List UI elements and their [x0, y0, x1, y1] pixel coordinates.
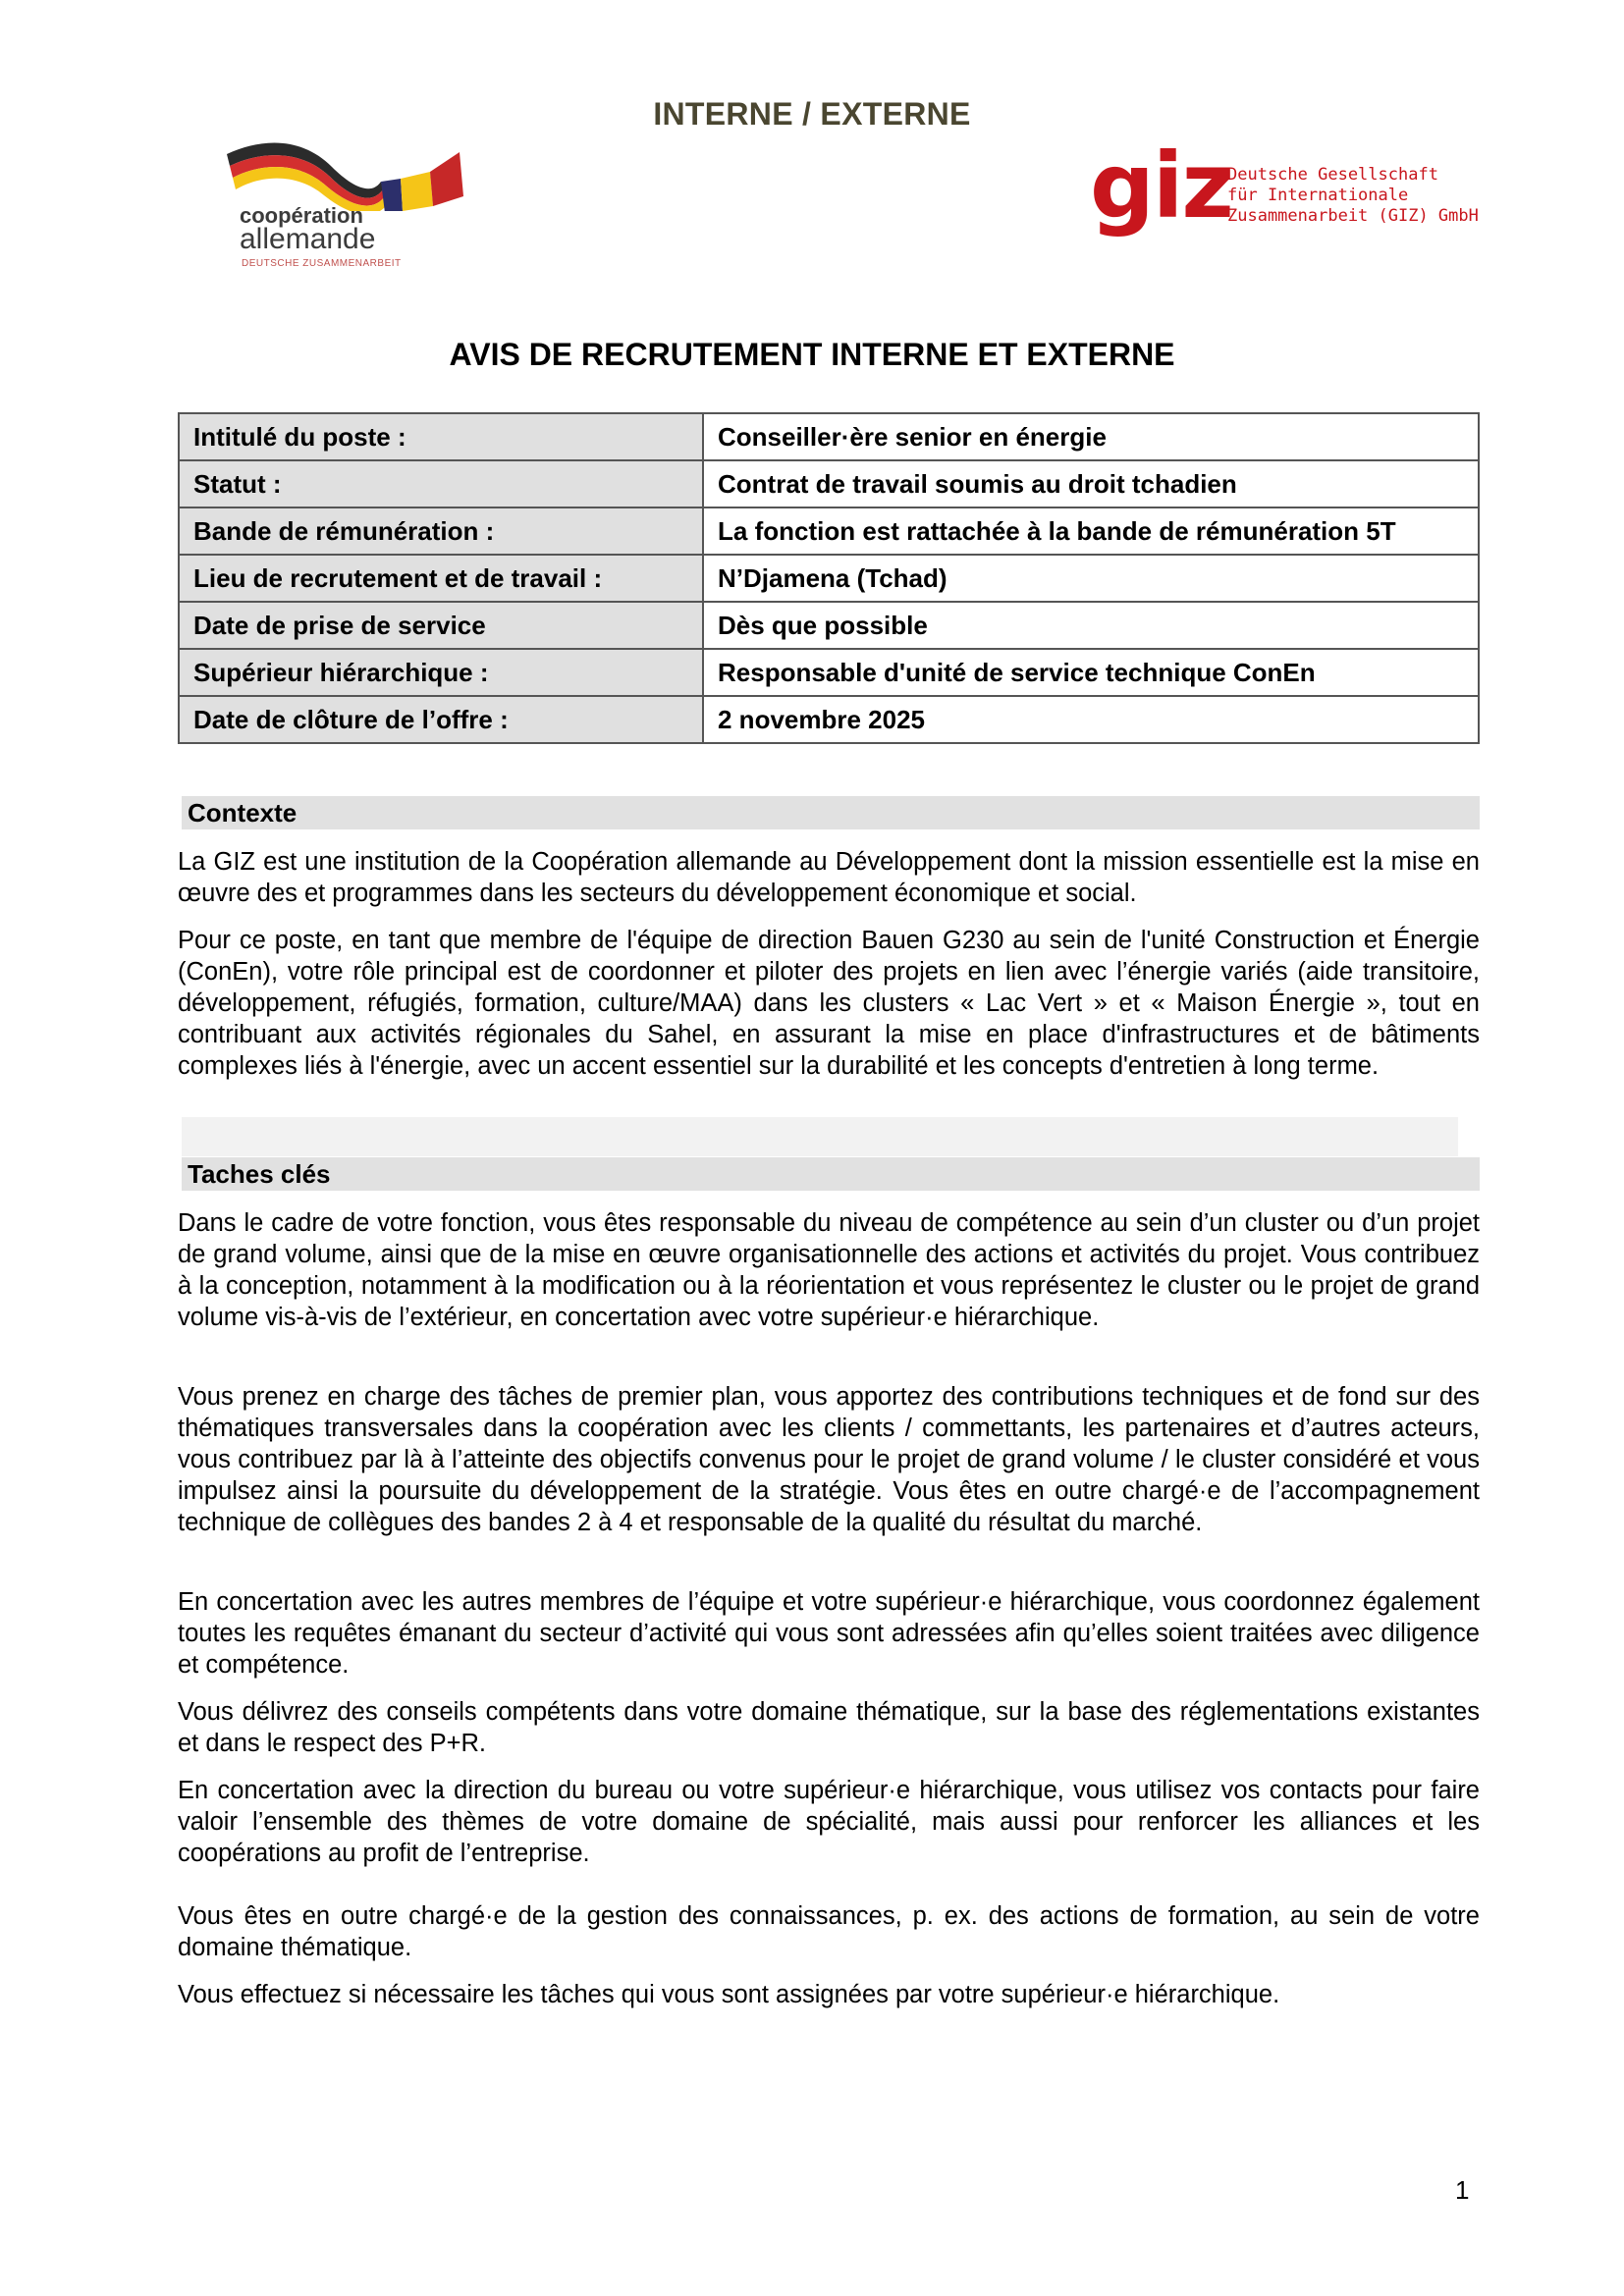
giz-full-name	[1227, 165, 1479, 227]
logo-text-line3: DEUTSCHE ZUSAMMENARBEIT	[242, 258, 402, 269]
paragraph: En concertation avec les autres membres de l’équipe et votre supérieur·e hiérarchique, vous coordonnez également toutes les requêtes émanant du secteur d’activité qui vous sont adressées afin qu’elles soient traitées avec diligence et compétence.	[178, 1588, 1480, 1679]
table-row	[179, 555, 1479, 602]
cooperation-allemande-logo	[224, 133, 469, 280]
row-label: Lieu de recrutement et de travail :	[179, 555, 703, 602]
paragraph: La GIZ est une institution de la Coopération allemande au Développement dont la mission essentielle est la mise en œuvre des et programmes dans les secteurs du développement économique et social.	[178, 848, 1480, 907]
flag-ribbon-icon	[224, 133, 469, 211]
job-info-table	[178, 412, 1480, 744]
row-label: Supérieur hiérarchique :	[179, 649, 703, 696]
document-classification-label: INTERNE / EXTERNE	[653, 96, 971, 132]
paragraph: Dans le cadre de votre fonction, vous êtes responsable du niveau de compétence au sein d’un cluster ou d’un projet de grand volume, ainsi que de la mise en œuvre organisationnelle des actions et activités du projet. Vous contribuez à la conception, notamment à la modification ou à la réorientation et vous représentez le cluster ou le projet de grand volume vis-à-vis de l’extérieur, en concertation avec votre supérieur·e hiérarchique.	[178, 1209, 1480, 1331]
row-label: Bande de rémunération :	[179, 507, 703, 555]
giz-name-line1: Deutsche Gesellschaft	[1227, 165, 1438, 185]
giz-logo	[1090, 133, 1483, 255]
row-value: La fonction est rattachée à la bande de rémunération 5T	[703, 507, 1479, 555]
paragraph: Vous êtes en outre chargé·e de la gestion des connaissances, p. ex. des actions de formation, au sein de votre domaine thématique.	[178, 1902, 1480, 1961]
logo-text-line2: allemande	[240, 223, 376, 255]
row-value: Conseiller·ère senior en énergie	[703, 413, 1479, 460]
page-title: AVIS DE RECRUTEMENT INTERNE ET EXTERNE	[449, 337, 1175, 372]
logo-text-line1: coopération	[240, 203, 363, 228]
paragraph: Pour ce poste, en tant que membre de l'équipe de direction Bauen G230 au sein de l'unité Construction et Énergie (ConEn), votre rôle principal est de coordonner et piloter des projets en lien avec l’énergie variés (aide transitoire, développement, réfugiés, formation, culture/MAA) dans les clusters « Lac Vert » et « Maison Énergie », tout en contribuant aux activités régionales du Sahel, en assurant la mise en place d'infrastructures et de bâtiments complexes liés à l'énergie, avec un accent essentiel sur la durabilité et les concepts d'entretien à long terme.	[178, 927, 1480, 1080]
row-label: Statut :	[179, 460, 703, 507]
table-row	[179, 649, 1479, 696]
row-label: Intitulé du poste :	[179, 413, 703, 460]
giz-name-line2: für Internationale	[1227, 186, 1409, 205]
table-row	[179, 413, 1479, 460]
row-value: Responsable d'unité de service technique ConEn	[703, 649, 1479, 696]
row-value: N’Djamena (Tchad)	[703, 555, 1479, 602]
table-row	[179, 507, 1479, 555]
page-number: 1	[1455, 2175, 1470, 2205]
paragraph: Vous effectuez si nécessaire les tâches qui vous sont assignées par votre supérieur·e hiérarchique.	[178, 1981, 1280, 2008]
giz-name-line3: Zusammenarbeit (GIZ) GmbH	[1227, 206, 1479, 226]
row-label: Date de clôture de l’offre :	[179, 696, 703, 743]
row-value: Dès que possible	[703, 602, 1479, 649]
table-row	[179, 460, 1479, 507]
row-value: Contrat de travail soumis au droit tchadien	[703, 460, 1479, 507]
row-value: 2 novembre 2025	[703, 696, 1479, 743]
section-heading-contexte: Contexte	[182, 796, 1480, 829]
blank-shaded-row	[182, 1117, 1458, 1156]
paragraph: En concertation avec la direction du bureau ou votre supérieur·e hiérarchique, vous utilisez vos contacts pour faire valoir l’ensemble des thèmes de votre domaine de spécialité, mais aussi pour renforcer les alliances et les coopérations au profit de l’entreprise.	[178, 1777, 1480, 1867]
row-label: Date de prise de service	[179, 602, 703, 649]
paragraph: Vous prenez en charge des tâches de premier plan, vous apportez des contributions techniques et de fond sur des thématiques transversales dans la coopération avec les clients / commettants, les partenaires et d’autres acteurs, vous contribuez par là à l’atteinte des objectifs convenus pour le projet de grand volume / le cluster considéré et vous impulsez ainsi la poursuite du développement de la stratégie. Vous êtes en outre chargé·e de l’accompagnement technique de collègues des bandes 2 à 4 et responsable de la qualité du résultat du marché.	[178, 1383, 1480, 1536]
section-heading-taches: Taches clés	[182, 1157, 1480, 1191]
table-row	[179, 696, 1479, 743]
table-row	[179, 602, 1479, 649]
paragraph: Vous délivrez des conseils compétents dans votre domaine thématique, sur la base des réglementations existantes et dans le respect des P+R.	[178, 1698, 1480, 1757]
giz-wordmark: giz	[1090, 133, 1232, 239]
